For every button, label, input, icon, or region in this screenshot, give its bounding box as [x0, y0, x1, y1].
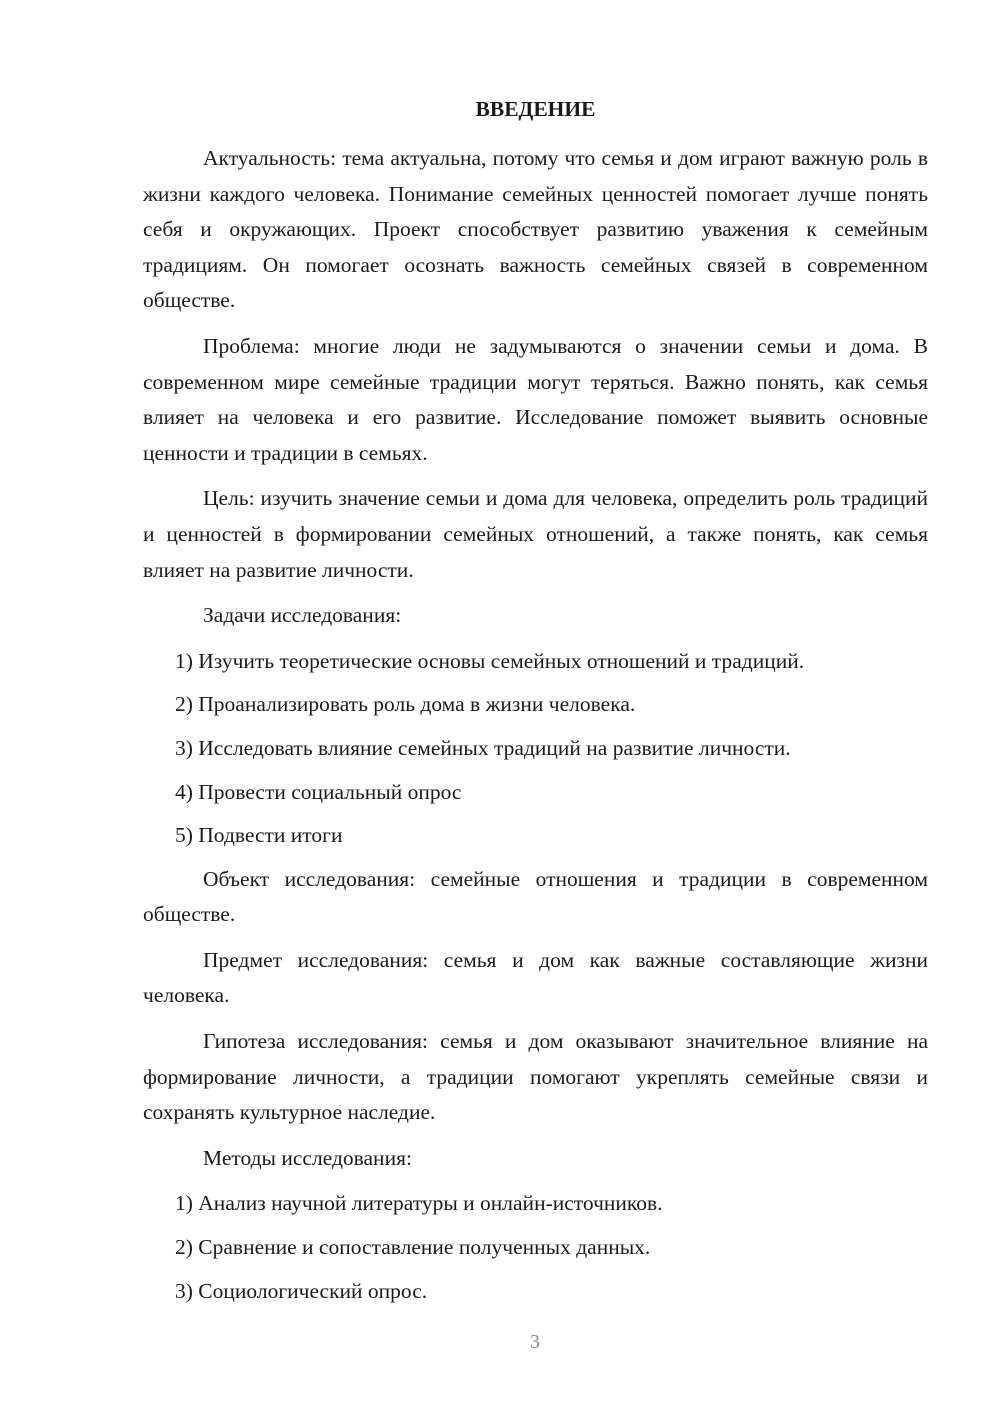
paragraph-relevance: Актуальность: тема актуальна, потому что семья и дом играют важную роль в жизни каждого человека. Понимание семейных ценностей помогает лучше понять себя и окружающих. Проект способствует развитию уважения к семейным традициям. Он помогает осознать важность семейных связей в современном обществе.: [143, 146, 928, 313]
paragraph-goal: Цель: изучить значение семьи и дома для человека, определить роль традиций и ценностей в формировании семейных отношений, а также понять, как семья влияет на развитие личности.: [143, 486, 928, 582]
task-item: 1) Изучить теоретические основы семейных отношений и традиций.: [175, 648, 805, 673]
paragraph-subject: Предмет исследования: семья и дом как важные составляющие жизни человека.: [143, 947, 928, 1008]
method-item: 3) Социологический опрос.: [175, 1278, 428, 1303]
paragraph-problem: Проблема: многие люди не задумываются о значении семьи и дома. В современном мире семейные традиции могут теряться. Важно понять, как семья влияет на человека и его развитие. Исследование поможет выявить основные ценности и традиции в семьях.: [143, 333, 928, 465]
task-item: 3) Исследовать влияние семейных традиций на развитие личности.: [175, 735, 791, 760]
paragraph-object: Объект исследования: семейные отношения и традиции в современном обществе.: [143, 866, 928, 927]
document-body: [143, 92, 928, 1317]
page-number: 3: [530, 1331, 540, 1353]
tasks-heading: Задачи исследования:: [203, 603, 402, 628]
method-item: 2) Сравнение и сопоставление полученных данных.: [175, 1235, 651, 1260]
task-item: 5) Подвести итоги: [175, 823, 343, 848]
paragraph-hypothesis: Гипотеза исследования: семья и дом оказывают значительное влияние на формирование личности, а традиции помогают укреплять семейные связи и сохранять культурное наследие.: [143, 1029, 928, 1125]
method-item: 1) Анализ научной литературы и онлайн-источников.: [175, 1191, 663, 1216]
task-item: 4) Провести социальный опрос: [175, 779, 462, 804]
methods-heading: Методы исследования:: [203, 1145, 412, 1170]
task-item: 2) Проанализировать роль дома в жизни человека.: [175, 692, 636, 717]
section-title: ВВЕДЕНИЕ: [475, 97, 596, 121]
